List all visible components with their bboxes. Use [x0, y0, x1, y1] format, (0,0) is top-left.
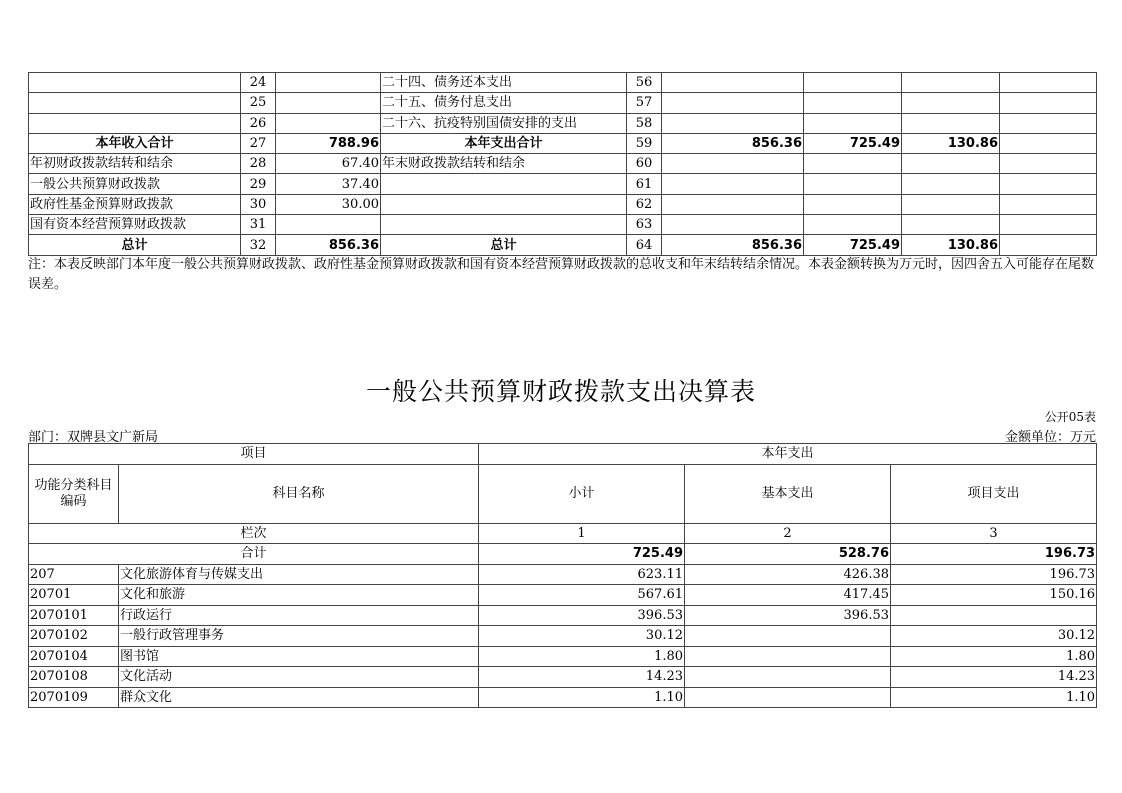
- total-subtotal: 725.49: [479, 544, 685, 565]
- table-row: [29, 73, 1097, 93]
- income-amount: [276, 215, 381, 235]
- expense-total: [662, 215, 804, 235]
- income-item: [29, 113, 241, 133]
- expense-total: [662, 113, 804, 133]
- expense-line-no: 57: [627, 93, 662, 113]
- column-number-3: 3: [891, 523, 1097, 544]
- expense-line-no: 58: [627, 113, 662, 133]
- income-line-no: 28: [241, 154, 276, 174]
- row-name: 文化活动: [119, 667, 479, 688]
- expense-basic: [804, 215, 902, 235]
- expense-item: 二十五、债务付息支出: [381, 93, 627, 113]
- income-line-no: 29: [241, 174, 276, 194]
- income-amount: 37.40: [276, 174, 381, 194]
- expense-project: 130.86: [902, 133, 1000, 153]
- income-item: 国有资本经营预算财政拨款: [29, 215, 241, 235]
- header-name: 科目名称: [119, 464, 479, 523]
- expense-line-no: 62: [627, 194, 662, 214]
- row-subtotal: 396.53: [479, 605, 685, 626]
- income-item: 本年收入合计: [29, 133, 241, 153]
- header-code: 功能分类科目编码: [29, 464, 119, 523]
- header-row-1: [29, 444, 1097, 465]
- income-amount: [276, 113, 381, 133]
- row-basic: [685, 687, 891, 708]
- table-row: [29, 113, 1097, 133]
- income-line-no: 26: [241, 113, 276, 133]
- expense-other: [1000, 215, 1097, 235]
- income-expense-table-body: [29, 73, 1097, 256]
- expense-other: [1000, 133, 1097, 153]
- row-name: 文化和旅游: [119, 585, 479, 606]
- expense-basic: [804, 73, 902, 93]
- expense-project: [902, 73, 1000, 93]
- row-basic: [685, 667, 891, 688]
- expense-line-no: 64: [627, 235, 662, 255]
- row-basic: [685, 626, 891, 647]
- income-line-no: 24: [241, 73, 276, 93]
- expense-line-no: 56: [627, 73, 662, 93]
- income-line-no: 25: [241, 93, 276, 113]
- expense-item: 本年支出合计: [381, 133, 627, 153]
- expense-project: [902, 113, 1000, 133]
- expense-line-no: 61: [627, 174, 662, 194]
- table-row: [29, 215, 1097, 235]
- total-basic: 528.76: [685, 544, 891, 565]
- income-amount: [276, 73, 381, 93]
- row-project: 14.23: [891, 667, 1097, 688]
- income-line-no: 32: [241, 235, 276, 255]
- expense-project: 130.86: [902, 235, 1000, 255]
- row-project: 1.80: [891, 646, 1097, 667]
- row-subtotal: 30.12: [479, 626, 685, 647]
- row-project: 150.16: [891, 585, 1097, 606]
- row-name: 群众文化: [119, 687, 479, 708]
- expense-other: [1000, 93, 1097, 113]
- expense-basic: [804, 93, 902, 113]
- row-basic: [685, 646, 891, 667]
- expense-total: 856.36: [662, 235, 804, 255]
- income-amount: 856.36: [276, 235, 381, 255]
- expense-total: 856.36: [662, 133, 804, 153]
- row-name: 图书馆: [119, 646, 479, 667]
- expense-basic: [804, 174, 902, 194]
- expense-item: [381, 194, 627, 214]
- table-row: [29, 626, 1097, 647]
- expense-total: [662, 194, 804, 214]
- income-item: [29, 93, 241, 113]
- row-code: 2070104: [29, 646, 119, 667]
- expense-item: 总计: [381, 235, 627, 255]
- row-name: 行政运行: [119, 605, 479, 626]
- expense-basic: [804, 194, 902, 214]
- income-line-no: 27: [241, 133, 276, 153]
- table-row: [29, 667, 1097, 688]
- expense-basic: [804, 154, 902, 174]
- expense-line-no: 60: [627, 154, 662, 174]
- table-row: [29, 174, 1097, 194]
- row-subtotal: 623.11: [479, 564, 685, 585]
- expense-project: [902, 93, 1000, 113]
- expense-other: [1000, 154, 1097, 174]
- row-subtotal: 1.80: [479, 646, 685, 667]
- expense-project: [902, 174, 1000, 194]
- table-row: [29, 235, 1097, 255]
- expense-item: [381, 215, 627, 235]
- expense-total: [662, 93, 804, 113]
- header-basic: 基本支出: [685, 464, 891, 523]
- row-basic: 396.53: [685, 605, 891, 626]
- row-name: 文化旅游体育与传媒支出: [119, 564, 479, 585]
- expense-other: [1000, 174, 1097, 194]
- income-amount: 788.96: [276, 133, 381, 153]
- amount-unit-label: 金额单位：万元: [1004, 430, 1096, 445]
- expense-item: 年末财政拨款结转和结余: [381, 154, 627, 174]
- expense-basic: 725.49: [804, 133, 902, 153]
- table-row: [29, 687, 1097, 708]
- income-amount: [276, 93, 381, 113]
- row-code: 20701: [29, 585, 119, 606]
- income-amount: 67.40: [276, 154, 381, 174]
- table-row: [29, 605, 1097, 626]
- expense-total: [662, 73, 804, 93]
- header-row-2: [29, 464, 1097, 523]
- form-number: 公开05表: [1044, 410, 1096, 424]
- income-item: 总计: [29, 235, 241, 255]
- row-project: 30.12: [891, 626, 1097, 647]
- row-code: 2070108: [29, 667, 119, 688]
- row-basic: 417.45: [685, 585, 891, 606]
- table-row: [29, 585, 1097, 606]
- table-row: [29, 93, 1097, 113]
- expense-item: 二十四、债务还本支出: [381, 73, 627, 93]
- income-item: 政府性基金预算财政拨款: [29, 194, 241, 214]
- column-number-2: 2: [685, 523, 891, 544]
- table-row: [29, 154, 1097, 174]
- expense-project: [902, 215, 1000, 235]
- expense-other: [1000, 235, 1097, 255]
- income-line-no: 31: [241, 215, 276, 235]
- expense-item: 二十六、抗疫特别国债安排的支出: [381, 113, 627, 133]
- income-item: 年初财政拨款结转和结余: [29, 154, 241, 174]
- expenditure-table: [28, 443, 1097, 708]
- expense-basic: 725.49: [804, 235, 902, 255]
- row-code: 207: [29, 564, 119, 585]
- total-project: 196.73: [891, 544, 1097, 565]
- income-line-no: 30: [241, 194, 276, 214]
- column-number-1: 1: [479, 523, 685, 544]
- row-project: 1.10: [891, 687, 1097, 708]
- total-row: [29, 544, 1097, 565]
- expense-item: [381, 174, 627, 194]
- row-name: 一般行政管理事务: [119, 626, 479, 647]
- page-title: 一般公共预算财政拨款支出决算表: [365, 377, 756, 406]
- expense-project: [902, 154, 1000, 174]
- row-project: 196.73: [891, 564, 1097, 585]
- row-basic: 426.38: [685, 564, 891, 585]
- row-subtotal: 567.61: [479, 585, 685, 606]
- income-item: 一般公共预算财政拨款: [29, 174, 241, 194]
- income-item: [29, 73, 241, 93]
- expense-line-no: 63: [627, 215, 662, 235]
- header-subtotal: 小计: [479, 464, 685, 523]
- expenditure-table-body: [29, 444, 1097, 708]
- expense-other: [1000, 194, 1097, 214]
- header-project-expense: 项目支出: [891, 464, 1097, 523]
- income-amount: 30.00: [276, 194, 381, 214]
- row-code: 2070101: [29, 605, 119, 626]
- row-code: 2070109: [29, 687, 119, 708]
- expense-basic: [804, 113, 902, 133]
- table-row: [29, 194, 1097, 214]
- expense-other: [1000, 113, 1097, 133]
- expense-project: [902, 194, 1000, 214]
- table-row: [29, 564, 1097, 585]
- header-current-year: 本年支出: [479, 444, 1097, 465]
- column-number-label: 栏次: [29, 523, 479, 544]
- row-subtotal: 14.23: [479, 667, 685, 688]
- department-label: 部门：双牌县文广新局: [28, 430, 159, 445]
- income-expense-table: [28, 72, 1097, 256]
- row-code: 2070102: [29, 626, 119, 647]
- column-number-row: [29, 523, 1097, 544]
- row-project: [891, 605, 1097, 626]
- expense-total: [662, 174, 804, 194]
- table-note: 注：本表反映部门本年度一般公共预算财政拨款、政府性基金预算财政拨款和国有资本经营预算财政拨款的总收支和年末结转结余情况。本表金额转换为万元时，因四舍五入可能存在尾数误差。: [28, 257, 1095, 292]
- total-label: 合计: [29, 544, 479, 565]
- expense-total: [662, 154, 804, 174]
- expense-other: [1000, 73, 1097, 93]
- table-row: [29, 646, 1097, 667]
- header-project: 项目: [29, 444, 479, 465]
- row-subtotal: 1.10: [479, 687, 685, 708]
- expense-line-no: 59: [627, 133, 662, 153]
- table-row: [29, 133, 1097, 153]
